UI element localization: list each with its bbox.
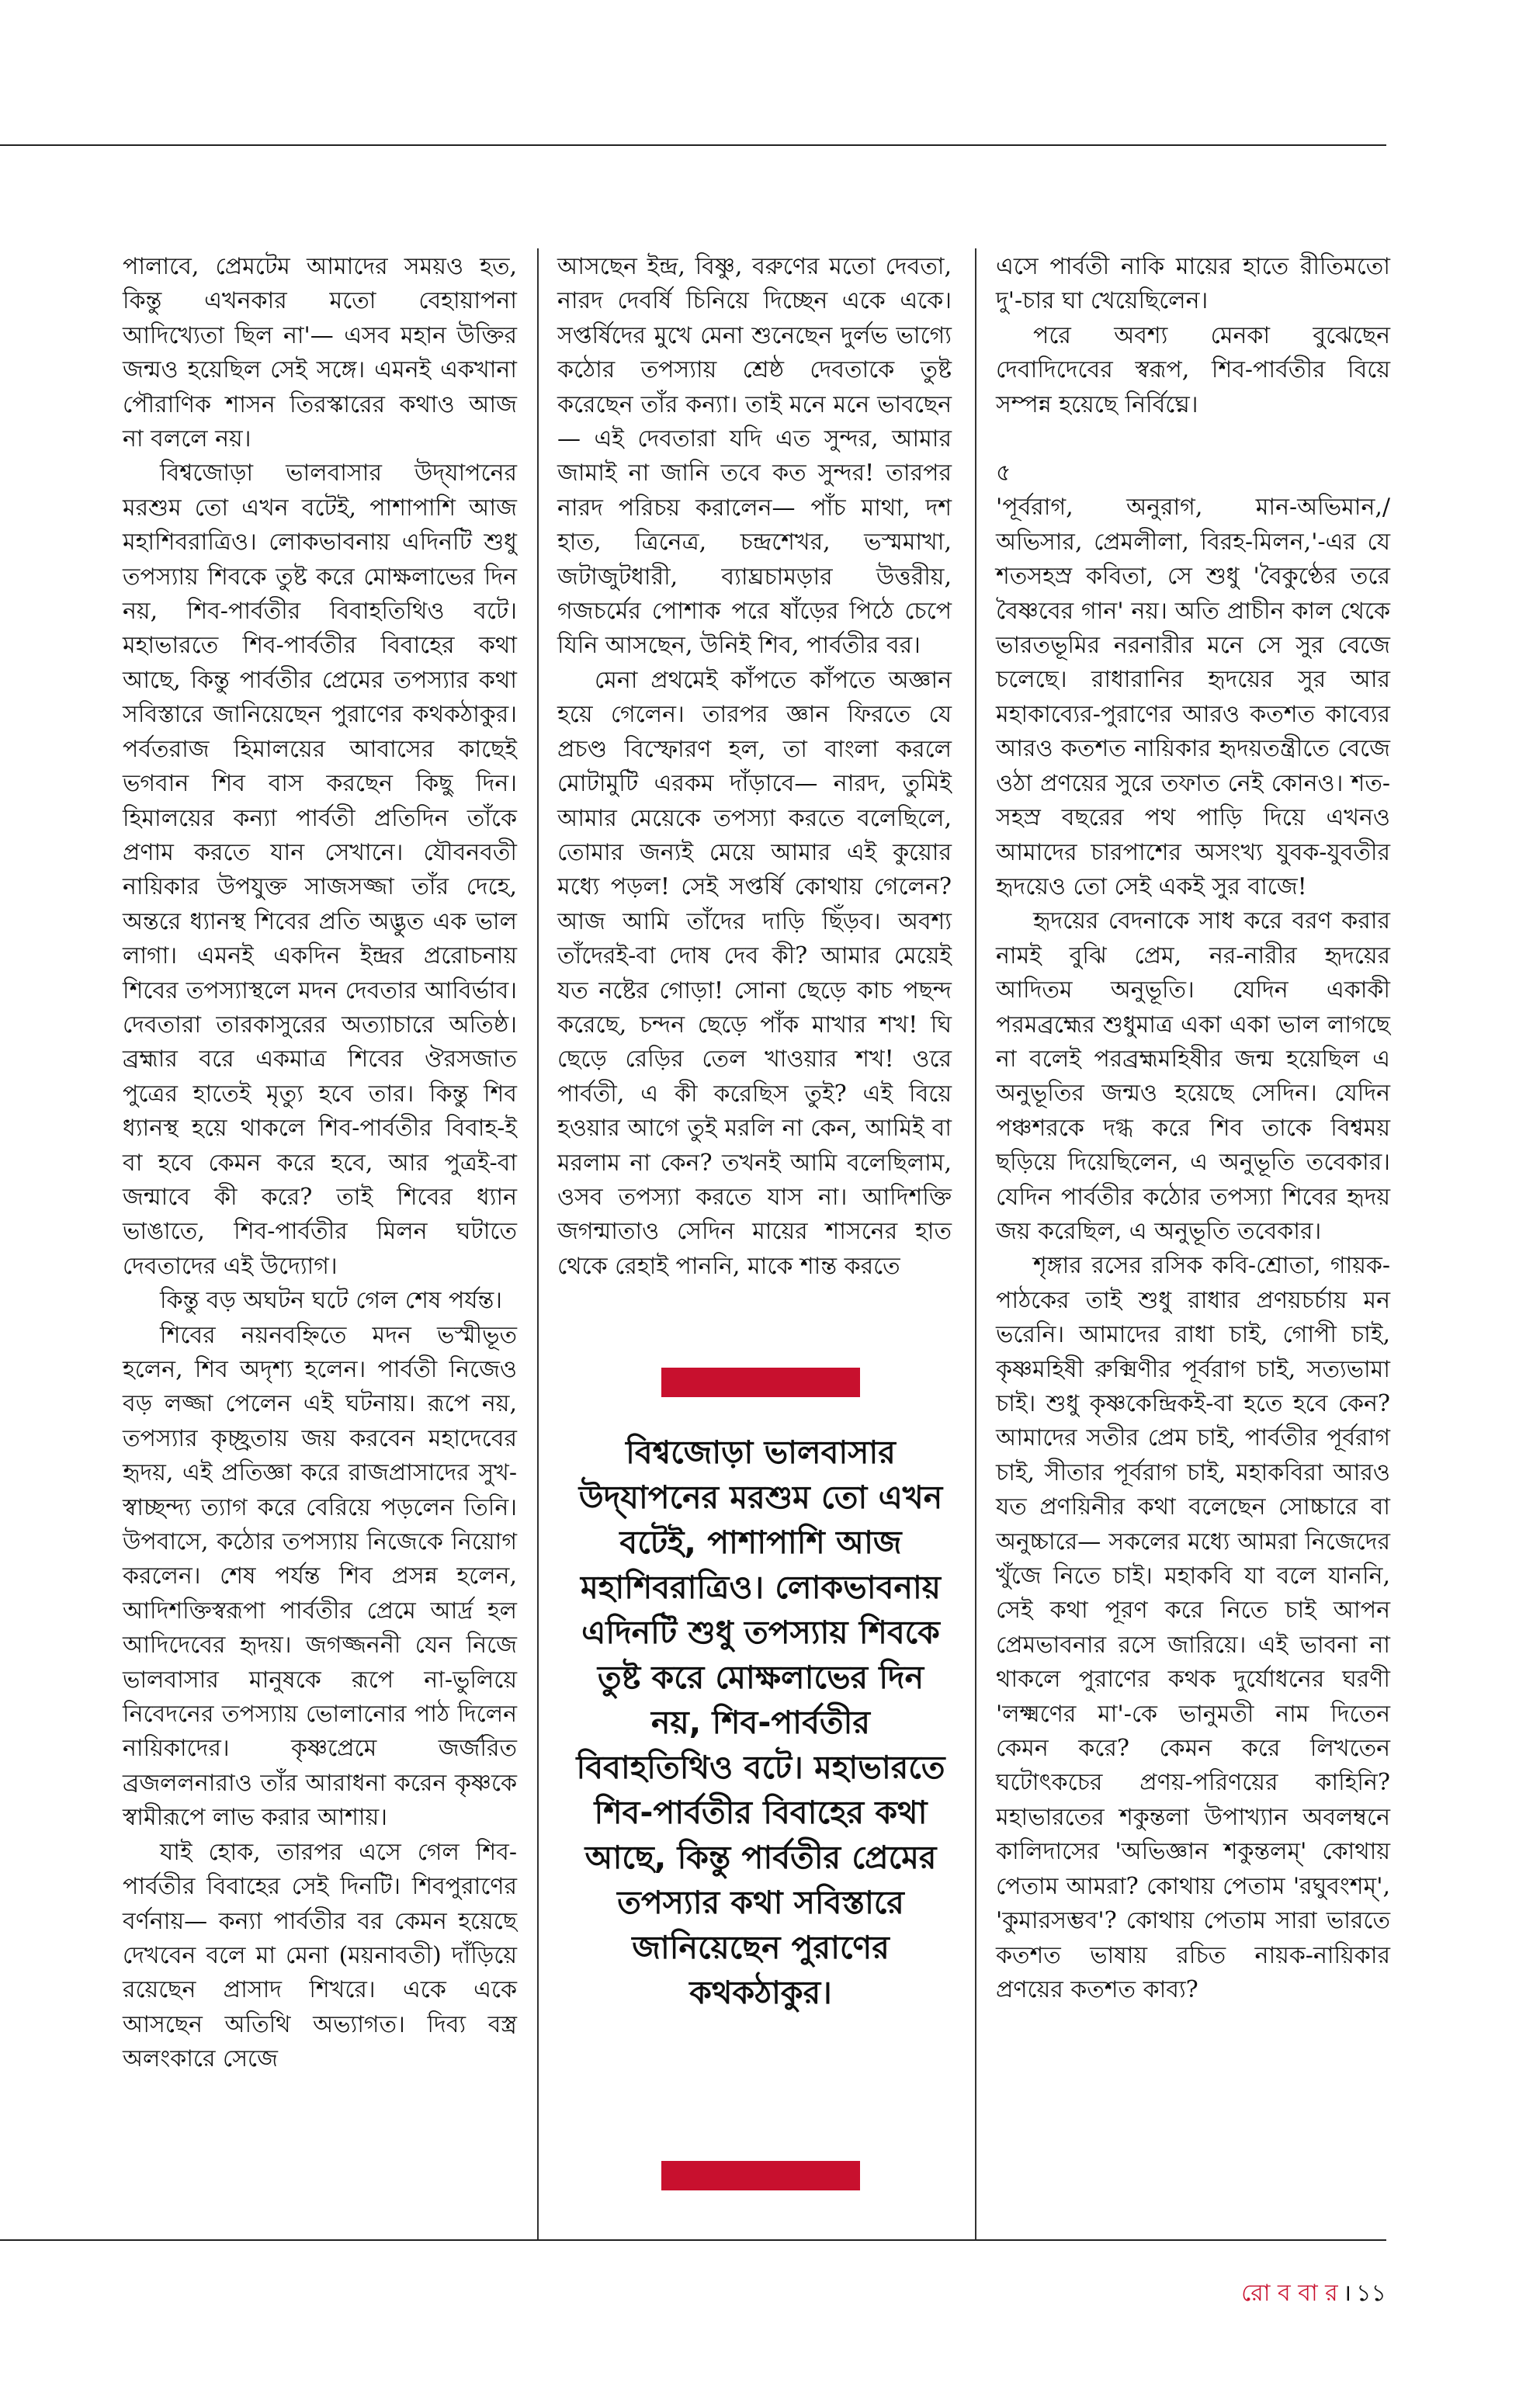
paragraph: পরে অবশ্য মেনকা বুঝেছেন দেবাদিদেবের স্বরূপ, শিব-পার্বতীর বিয়ে সম্পন্ন হয়েছে নির্বিঘ্নে। (996, 321, 1390, 418)
page-number: ১১ (1356, 2280, 1386, 2307)
section-number: ৫ (996, 460, 1011, 487)
paragraph: আসছেন ইন্দ্র, বিষ্ণু, বরুণের মতো দেবতা, নারদ দেবর্ষি চিনিয়ে দিচ্ছেন একে একে। সপ্তর্ষিদের মুখে মেনা শুনেছেন দুর্লভ ভাগ্যে কঠোর তপস্যায় শ্রেষ্ঠ দেবতাকে তুষ্ট করেছেন তাঁর কন্যা। তাই মনে মনে ভাবছেন— এই দেবতারা যদি এত সুন্দর, আমার জামাই না জানি তবে কত সুন্দর! তারপর নারদ পরিচয় করালেন— পাঁচ মাথা, দশ হাত, ত্রিনেত্র, চন্দ্রশেখর, ভস্মমাখা, জটাজুটধারী, ব্যাঘ্রচামড়ার উত্তরীয়, গজচর্মের পোশাক পরে ষাঁড়ের পিঠে চেপে যিনি আসছেন, উনিই শিব, পার্বতীর বর। (557, 253, 952, 660)
pull-quote-text: বিশ্বজোড়া ভালবাসার উদ্‌যাপনের মরশুম তো এখন বটেই, পাশাপাশি আজ মহাশিবরাত্রিও। লোকভাবনায় এদিনটি শুধু তপস্যায় শিবকে তুষ্ট করে মোক্ষলাভের দিন নয়, শিব-পার্বতীর বিবাহতিথিও বটে। মহাভারতে শিব-পার্বতীর বিবাহের কথা আছে, কিন্তু পার্বতীর প্রেমের তপস্যার কথা সবিস্তারে জানিয়েছেন পুরাণের কথকঠাকুর। (576, 1434, 945, 2011)
column-divider (975, 248, 976, 2239)
magazine-name: রো ব বা র (1241, 2280, 1338, 2307)
article-column-2 (557, 250, 952, 1284)
paragraph: 'পূর্বরাগ, অনুরাগ, মান-অভিমান,/ অভিসার, প্রেমলীলা, বিরহ-মিলন,'-এর যে শতসহস্র কবিতা, সে শুধু 'বৈকুণ্ঠের তরে বৈষ্ণবের গান' নয়। অতি প্রাচীন কাল থেকে ভারতভূমির নরনারীর মনে সে সুর বেজে চলেছে। রাধারানির হৃদয়ের সুর আর মহাকাব্যের-পুরাণের আরও কতশত কাব্যের আরও কতশত নায়িকার হৃদয়তন্ত্রীতে বেজে ওঠা প্রণয়ের সুরে তফাত নেই কোনও। শত-সহস্র বছরের পথ পাড়ি দিয়ে এখনও আমাদের চারপাশের অসংখ্য যুবক-যুবতীর হৃদয়েও তো সেই একই সুর বাজে! (996, 494, 1390, 900)
pull-quote-top-bar (661, 1368, 860, 1397)
paragraph: পালাবে, প্রেমটেম আমাদের সময়ও হত, কিন্তু এখনকার মতো বেহায়াপনা আদিখ্যেতা ছিল না'— এসব মহান উক্তির জন্মও হয়েছিল সেই সঙ্গে। এমনই একখানা পৌরাণিক শাসন তিরস্কারের কথাও আজ না বললে নয়। (123, 253, 517, 453)
paragraph: বিশ্বজোড়া ভালবাসার উদ্‌যাপনের মরশুম তো এখন বটেই, পাশাপাশি আজ মহাশিবরাত্রিও। লোকভাবনায় এদিনটি শুধু তপস্যায় শিবকে তুষ্ট করে মোক্ষলাভের দিন নয়, শিব-পার্বতীর বিবাহতিথিও বটে। মহাভারতে শিব-পার্বতীর বিবাহের কথা আছে, কিন্তু পার্বতীর প্রেমের তপস্যার কথা সবিস্তারে জানিয়েছেন পুরাণের কথকঠাকুর। পর্বতরাজ হিমালয়ের আবাসের কাছেই ভগবান শিব বাস করছেন কিছু দিন। হিমালয়ের কন্যা পার্বতী প্রতিদিন তাঁকে প্রণাম করতে যান সেখানে। যৌবনবতী নায়িকার উপযুক্ত সাজসজ্জা তাঁর দেহে, অন্তরে ধ্যানস্থ শিবের প্রতি অদ্ভুত এক ভাল লাগা। এমনই একদিন ইন্দ্রর প্ররোচনায় শিবের তপস্যাস্থলে মদন দেবতার আবির্ভাব। দেবতারা তারকাসুরের অত্যাচারে অতিষ্ঠ। ব্রহ্মার বরে একমাত্র শিবের ঔরসজাত পুত্রের হাতেই মৃত্যু হবে তার। কিন্তু শিব ধ্যানস্থ হয়ে থাকলে শিব-পার্বতীর বিবাহ-ই বা হবে কেমন করে হবে, আর পুত্রই-বা জন্মাবে কী করে? তাই শিবের ধ্যান ভাঙাতে, শিব-পার্বতীর মিলন ঘটাতে দেবতাদের এই উদ্যোগ। (123, 460, 517, 1280)
article-column-1 (123, 250, 517, 2077)
column-divider (537, 248, 539, 2239)
pull-quote (574, 1368, 947, 2221)
paragraph: শিবের নয়নবহ্নিতে মদন ভস্মীভূত হলেন, শিব অদৃশ্য হলেন। পার্বতী নিজেও বড় লজ্জা পেলেন এই ঘটনায়। রূপে নয়, তপস্যার কৃচ্ছ্রতায় জয় করবেন মহাদেবের হৃদয়, এই প্রতিজ্ঞা করে রাজপ্রাসাদের সুখ-স্বাচ্ছন্দ্য ত্যাগ করে বেরিয়ে পড়লেন তিনি। উপবাসে, কঠোর তপস্যায় নিজেকে নিয়োগ করলেন। শেষ পর্যন্ত শিব প্রসন্ন হলেন, আদিশক্তিস্বরূপা পার্বতীর প্রেমে আর্দ্র হল আদিদেবের হৃদয়। জগজ্জননী যেন নিজে ভালবাসার মানুষকে রূপে না-ভুলিয়ে নিবেদনের তপস্যায় ভোলানোর পাঠ দিলেন নায়িকাদের। কৃষ্ণপ্রেমে জর্জরিত ব্রজললনারাও তাঁর আরাধনা করেন কৃষ্ণকে স্বামীরূপে লাভ করার আশায়। (123, 1321, 517, 1832)
paragraph: কিন্তু বড় অঘটন ঘটে গেল শেষ পর্যন্ত। (160, 1287, 502, 1315)
article-column-3 (996, 250, 1390, 2007)
top-rule (0, 144, 1386, 146)
paragraph: এসে পার্বতী নাকি মায়ের হাতে রীতিমতো দু'-চার ঘা খেয়েছিলেন। (996, 253, 1390, 315)
paragraph: মেনা প্রথমেই কাঁপতে কাঁপতে অজ্ঞান হয়ে গেলেন। তারপর জ্ঞান ফিরতে যে প্রচণ্ড বিস্ফোরণ হল, তা বাংলা করলে মোটামুটি এরকম দাঁড়াবে— নারদ, তুমিই আমার মেয়েকে তপস্যা করতে বলেছিলে, তোমার জন্যই মেয়ে আমার এই কুয়োর মধ্যে পড়ল! সেই সপ্তর্ষি কোথায় গেলেন? আজ আমি তাঁদের দাড়ি ছিঁড়ব। অবশ্য তাঁদেরই-বা দোষ দেব কী? আমার মেয়েই যত নষ্টের গোড়া! সোনা ছেড়ে কাচ পছন্দ করেছে, চন্দন ছেড়ে পাঁক মাখার শখ! ঘি ছেড়ে রেড়ির তেল খাওয়ার শখ! ওরে পার্বতী, এ কী করেছিস তুই? এই বিয়ে হওয়ার আগে তুই মরলি না কেন, আমিই বা মরলাম না কেন? তখনই আমি বলেছিলাম, ওসব তপস্যা করতে যাস না। আদিশক্তি জগন্মাতাও সেদিন মায়ের শাসনের হাত থেকে রেহাই পাননি, মাকে শান্ত করতে (557, 666, 952, 1280)
paragraph: হৃদয়ের বেদনাকে সাধ করে বরণ করার নামই বুঝি প্রেম, নর-নারীর হৃদয়ের আদিতম অনুভূতি। যেদিন একাকী পরমব্রহ্মের শুধুমাত্র একা একা ভাল লাগছে না বলেই পরব্রহ্মমহিষীর জন্ম হয়েছিল এ অনুভূতির জন্মও হয়েছে সেদিন। যেদিন পঞ্চশরকে দগ্ধ করে শিব তাকে বিশ্বময় ছড়িয়ে দিয়েছিলেন, এ অনুভূতি তবেকার। যেদিন পার্বতীর কঠোর তপস্যা শিবের হৃদয় জয় করেছিল, এ অনুভূতি তবেকার। (996, 907, 1390, 1245)
paragraph: যাই হোক, তারপর এসে গেল শিব-পার্বতীর বিবাহের সেই দিনটি। শিবপুরাণের বর্ণনায়— কন্যা পার্বতীর বর কেমন হয়েছে দেখবেন বলে মা মেনা (ময়নাবতী) দাঁড়িয়ে রয়েছেন প্রাসাদ শিখরে। একে একে আসছেন অতিথি অভ্যাগত। দিব্য বস্ত্র অলংকারে সেজে (123, 1838, 517, 2073)
page-footer (1211, 2274, 1386, 2314)
pull-quote-bottom-bar (661, 2161, 860, 2190)
bottom-rule (0, 2239, 1386, 2241)
paragraph: শৃঙ্গার রসের রসিক কবি-শ্রোতা, গায়ক-পাঠকের তাই শুধু রাধার প্রণয়চর্চায় মন ভরেনি। আমাদের রাধা চাই, গোপী চাই, কৃষ্ণমহিষী রুক্মিণীর পূর্বরাগ চাই, সত্যভামা চাই। শুধু কৃষ্ণকেন্দ্রিকই-বা হতে হবে কেন? আমাদের সতীর প্রেম চাই, পার্বতীর পূর্বরাগ চাই, সীতার পূর্বরাগ চাই, মহাকবিরা আরও যত প্রণয়িনীর কথা বলেছেন সোচ্চারে বা অনুচ্চারে— সকলের মধ্যে আমরা নিজেদের খুঁজে নিতে চাই। মহাকবি যা বলে যাননি, সেই কথা পূরণ করে নিতে চাই আপন প্রেমভাবনার রসে জারিয়ে। এই ভাবনা না থাকলে পুরাণের কথক দুর্যোধনের ঘরণী 'লক্ষ্মণের মা'-কে ভানুমতী নাম দিতেন কেমন করে? কেমন করে লিখতেন ঘটোৎকচের প্রণয়-পরিণয়ের কাহিনি? মহাভারতের শকুন্তলা উপাখ্যান অবলম্বনে কালিদাসের 'অভিজ্ঞান শকুন্তলম্' কোথায় পেতাম আমরা? কোথায় পেতাম 'রঘুবংশম্', 'কুমারসম্ভব'? কোথায় পেতাম সারা ভারতে কতশত ভাষায় রচিত নায়ক-নায়িকার প্রণয়ের কতশত কাব্য? (996, 1252, 1390, 2003)
footer-separator: । (1342, 2280, 1352, 2307)
